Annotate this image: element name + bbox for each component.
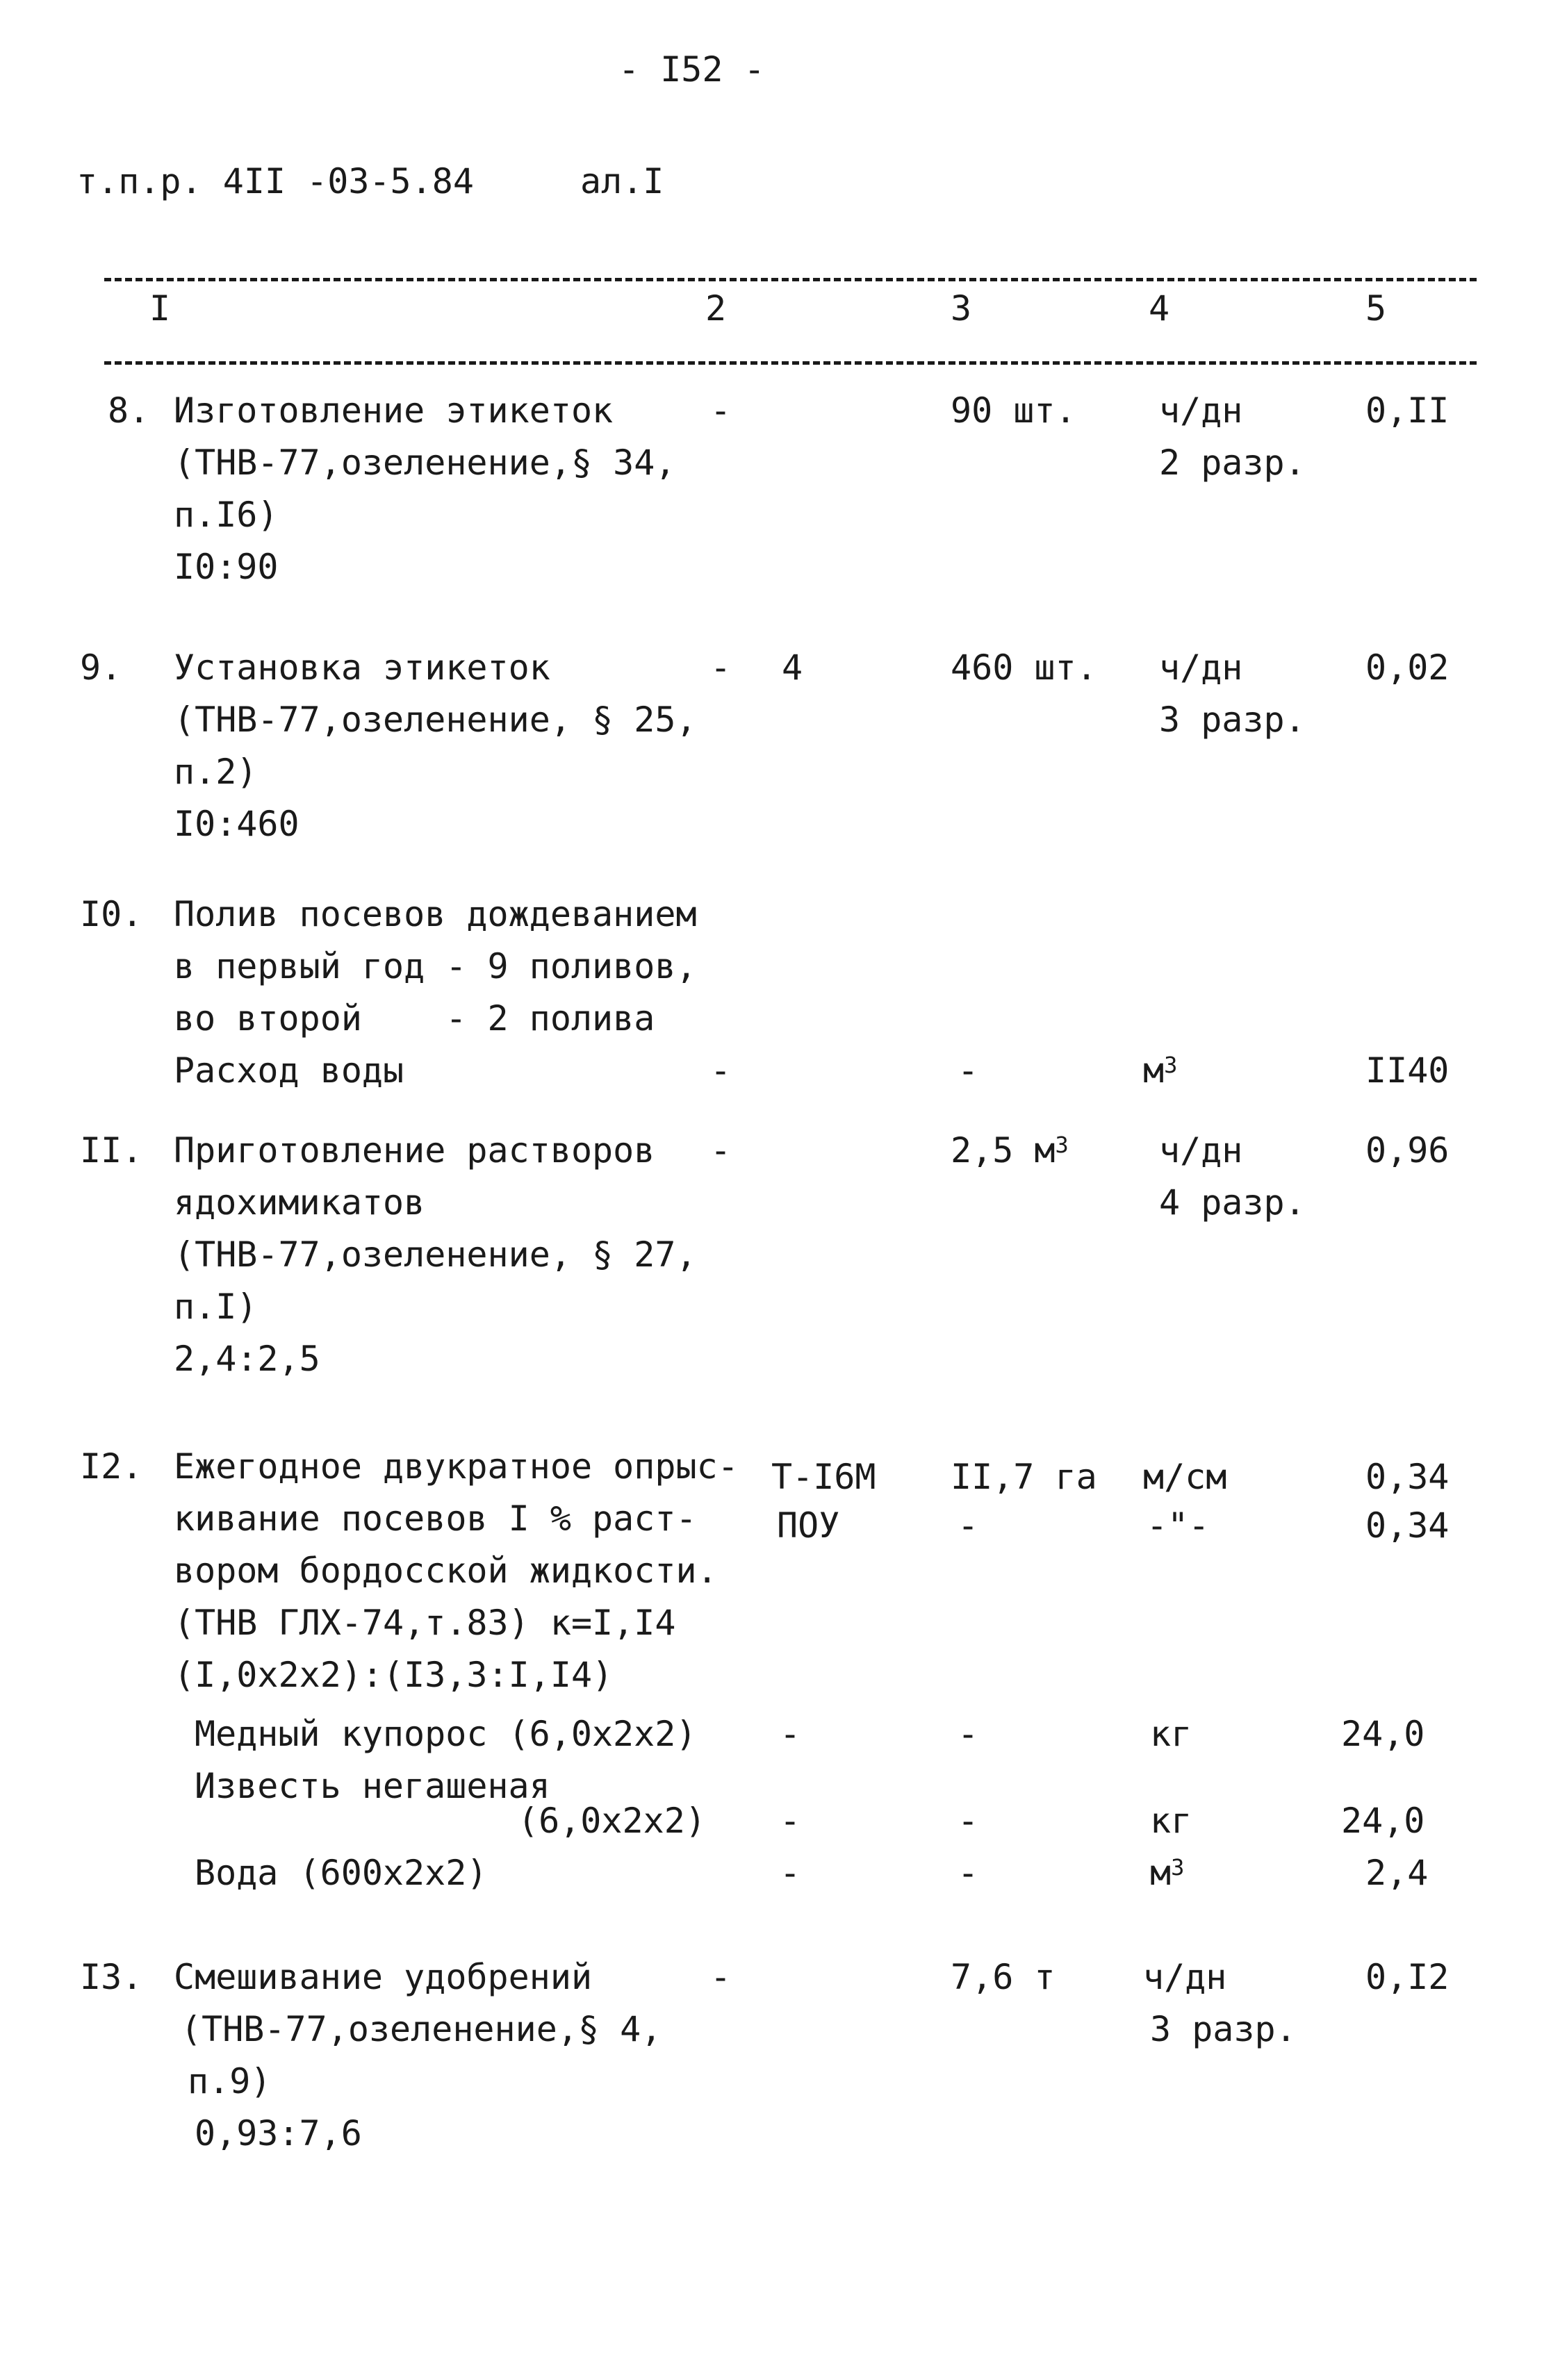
column-header-5: 5 (1365, 288, 1387, 329)
row-grade: 2 разр. (1159, 443, 1306, 483)
material-col2: - (780, 1853, 801, 1893)
row-number: 8. (108, 390, 150, 431)
row-quantity: 90 шт. (951, 390, 1076, 431)
row-description-line: кивание посевов I % раст- (174, 1498, 697, 1539)
row-col2-extra: ПОУ (777, 1505, 840, 1546)
column-header-1: I (149, 288, 171, 329)
material-value: 24,0 (1341, 1801, 1425, 1841)
row-description-line: Приготовление растворов (174, 1130, 655, 1171)
row-grade: 3 разр. (1150, 2009, 1297, 2049)
row-unit: ч/дн (1159, 390, 1243, 431)
row-unit: м/см (1143, 1457, 1227, 1497)
row-description-line: (ТНВ ГЛХ-74,т.83) к=I,I4 (174, 1603, 676, 1643)
row-value: 0,96 (1365, 1130, 1450, 1171)
row-value-2: 0,34 (1365, 1505, 1450, 1546)
row-description-line: 0,93:7,6 (195, 2113, 362, 2154)
material-unit: $м^3$ (1150, 1853, 1185, 1893)
row-unit: ч/дн (1143, 1957, 1227, 1997)
material-col3: - (958, 1801, 979, 1841)
row-col2-value: - (710, 1130, 732, 1171)
row-quantity: 460 шт. (951, 647, 1097, 688)
row-number: 9. (80, 647, 122, 688)
row-number: I2. (80, 1446, 143, 1487)
page-number: - I52 - (618, 49, 765, 90)
row-quantity: II,7 га (951, 1457, 1097, 1497)
row-description-line: ядохимикатов (174, 1182, 425, 1223)
row-value: 0,34 (1365, 1457, 1450, 1497)
row-description-line: Расход воды (174, 1050, 404, 1091)
column-header-4: 4 (1149, 288, 1170, 329)
row-number: II. (80, 1130, 143, 1171)
row-value: 0,II (1365, 390, 1450, 431)
row-col2-extra: 4 (782, 647, 803, 688)
row-description-line: п.9) (188, 2061, 272, 2101)
material-col2: - (780, 1801, 801, 1841)
row-description-line: (ТНВ-77,озеленение, § 27, (174, 1234, 697, 1275)
row-unit: ч/дн (1159, 647, 1243, 688)
material-unit: кг (1150, 1801, 1192, 1841)
document-reference: т.п.р. 4II -03-5.84 (76, 161, 474, 201)
row-description-line: (ТНВ-77,озеленение,§ 4, (181, 2009, 662, 2049)
row-quantity: 7,6 т (951, 1957, 1056, 1997)
material-name: Медный купорос (6,0х2х2) (195, 1714, 697, 1754)
row-description-line: Полив посевов дождеванием (174, 894, 697, 934)
row-description-line: п.I6) (174, 495, 279, 535)
material-name: Вода (600х2х2) (195, 1853, 488, 1893)
row-value: 0,I2 (1365, 1957, 1450, 1997)
row-description-line: (ТНВ-77,озеленение, § 25, (174, 700, 697, 740)
row-description-line: 2,4:2,5 (174, 1339, 320, 1379)
row-description-line: Установка этикеток (174, 647, 550, 688)
material-name-continued: (6,0х2х2) (518, 1801, 706, 1841)
row-description-line: вором бордосской жидкости. (174, 1551, 718, 1591)
table-top-rule (104, 278, 1477, 281)
row-description-line: Ежегодное двукратное опрыс- (174, 1446, 739, 1487)
row-col2-value: - (710, 647, 732, 688)
row-value: 0,02 (1365, 647, 1450, 688)
row-description-line: во второй - 2 полива (174, 998, 655, 1039)
row-quantity: 2,5 $м^3$ (951, 1130, 1069, 1171)
row-col2-value: - (710, 390, 732, 431)
material-name: Известь негашеная (195, 1766, 550, 1806)
row-description-line: п.2) (174, 752, 258, 792)
row-quantity: - (958, 1050, 979, 1091)
material-col3: - (958, 1714, 979, 1754)
row-description-line: (ТНВ-77,озеленение,§ 34, (174, 443, 676, 483)
row-description-line: I0:460 (174, 804, 299, 844)
table-header-rule (104, 361, 1477, 365)
row-col2-value: - (710, 1050, 732, 1091)
row-description-line: Смешивание удобрений (174, 1957, 593, 1997)
row-description-line: в первый год - 9 поливов, (174, 946, 697, 986)
row-unit-2: -"- (1147, 1505, 1210, 1546)
row-unit: $м^3$ (1143, 1050, 1178, 1091)
material-value: 24,0 (1341, 1714, 1425, 1754)
row-description-line: п.I) (174, 1287, 258, 1327)
row-number: I0. (80, 894, 143, 934)
row-col2-value: Т-I6М (771, 1457, 876, 1497)
sheet-reference: ал.I (580, 161, 664, 201)
column-header-3: 3 (951, 288, 972, 329)
row-description-line: Изготовление этикеток (174, 390, 614, 431)
row-description-line: I0:90 (174, 547, 279, 587)
row-grade: 3 разр. (1159, 700, 1306, 740)
material-value: 2,4 (1365, 1853, 1429, 1893)
material-col2: - (780, 1714, 801, 1754)
material-col3: - (958, 1853, 979, 1893)
row-description-line: (I,0х2х2):(I3,3:I,I4) (174, 1655, 614, 1695)
material-unit: кг (1150, 1714, 1192, 1754)
row-value: II40 (1365, 1050, 1450, 1091)
column-header-2: 2 (705, 288, 727, 329)
row-col2-value: - (710, 1957, 732, 1997)
row-unit: ч/дн (1159, 1130, 1243, 1171)
row-number: I3. (80, 1957, 143, 1997)
row-grade: 4 разр. (1159, 1182, 1306, 1223)
row-quantity-2: - (958, 1505, 979, 1546)
